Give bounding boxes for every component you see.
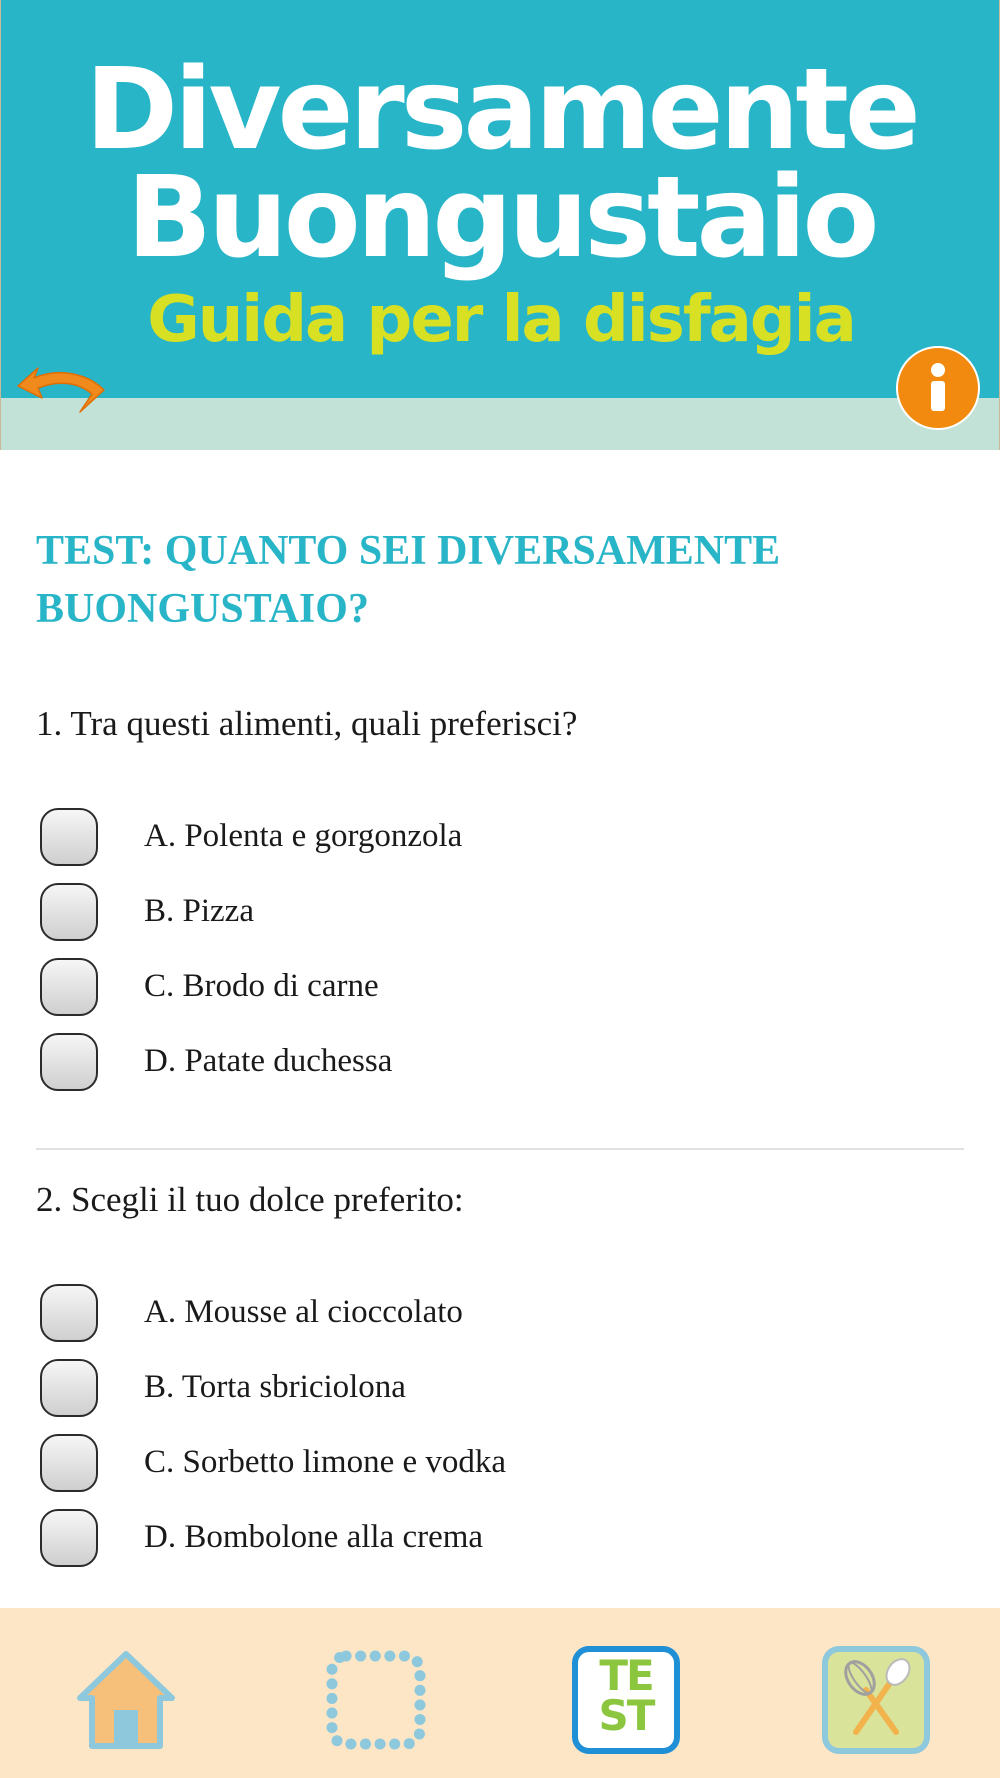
- header-strip: [0, 398, 1000, 450]
- back-button[interactable]: [16, 362, 108, 422]
- q1-option-c-radio[interactable]: [40, 958, 98, 1016]
- dotted-frame-icon: [322, 1646, 430, 1754]
- q2-option-d[interactable]: [40, 1507, 940, 1571]
- q1-option-c-label: C. Brodo di carne: [144, 968, 379, 1004]
- q2-option-c-radio[interactable]: [40, 1434, 98, 1492]
- q2-option-a-radio[interactable]: [40, 1284, 98, 1342]
- tab-test-label-line2: ST: [598, 1691, 654, 1740]
- q2-option-b[interactable]: [40, 1357, 940, 1421]
- question-1: 1. Tra questi alimenti, quali preferisci?: [36, 704, 578, 743]
- bottom-tab-bar: [0, 1608, 1000, 1778]
- logo-subtitle: Guida per la disfagia: [147, 283, 855, 357]
- back-arrow-icon: [16, 362, 108, 422]
- q1-option-d[interactable]: [40, 1031, 940, 1095]
- tab-frame[interactable]: [322, 1646, 430, 1754]
- quiz-title-line2: BUONGUSTAIO?: [36, 586, 369, 632]
- q1-option-b-radio[interactable]: [40, 883, 98, 941]
- app-header: [0, 0, 1000, 398]
- q2-option-c[interactable]: [40, 1432, 940, 1496]
- tab-test[interactable]: [572, 1646, 680, 1754]
- quiz-title: [36, 522, 936, 638]
- question-2: 2. Scegli il tuo dolce preferito:: [36, 1180, 464, 1219]
- q1-option-b[interactable]: [40, 881, 940, 945]
- question-divider: [36, 1148, 964, 1150]
- quiz-title-line1: TEST: QUANTO SEI DIVERSAMENTE: [36, 528, 781, 574]
- q2-option-a-label: A. Mousse al cioccolato: [144, 1294, 463, 1330]
- q1-option-a-radio[interactable]: [40, 808, 98, 866]
- logo-title-line1: Diversamente: [85, 45, 917, 175]
- tab-recipes[interactable]: [822, 1646, 930, 1754]
- tab-test-label: [582, 1651, 670, 1744]
- q1-option-d-radio[interactable]: [40, 1033, 98, 1091]
- logo-title-line2: Buongustaio: [126, 153, 876, 283]
- whisk-spoon-icon: [822, 1646, 930, 1754]
- tab-test-label-line1: TE: [599, 1651, 653, 1700]
- info-button[interactable]: [896, 346, 980, 430]
- q2-option-c-label: C. Sorbetto limone e vodka: [144, 1444, 507, 1480]
- home-icon: [72, 1646, 180, 1754]
- q1-option-c[interactable]: [40, 956, 940, 1020]
- info-icon: [898, 348, 978, 428]
- q1-option-d-label: D. Patate duchessa: [144, 1043, 393, 1079]
- tab-home[interactable]: [72, 1646, 180, 1754]
- q2-option-d-label: D. Bombolone alla crema: [144, 1519, 484, 1555]
- q1-option-b-label: B. Pizza: [144, 893, 254, 929]
- q1-option-a-label: A. Polenta e gorgonzola: [144, 818, 463, 854]
- q2-option-d-radio[interactable]: [40, 1509, 98, 1567]
- q2-option-b-radio[interactable]: [40, 1359, 98, 1417]
- q1-option-a[interactable]: [40, 806, 940, 870]
- q2-option-b-label: B. Torta sbriciolona: [144, 1369, 406, 1405]
- q2-option-a[interactable]: [40, 1282, 940, 1346]
